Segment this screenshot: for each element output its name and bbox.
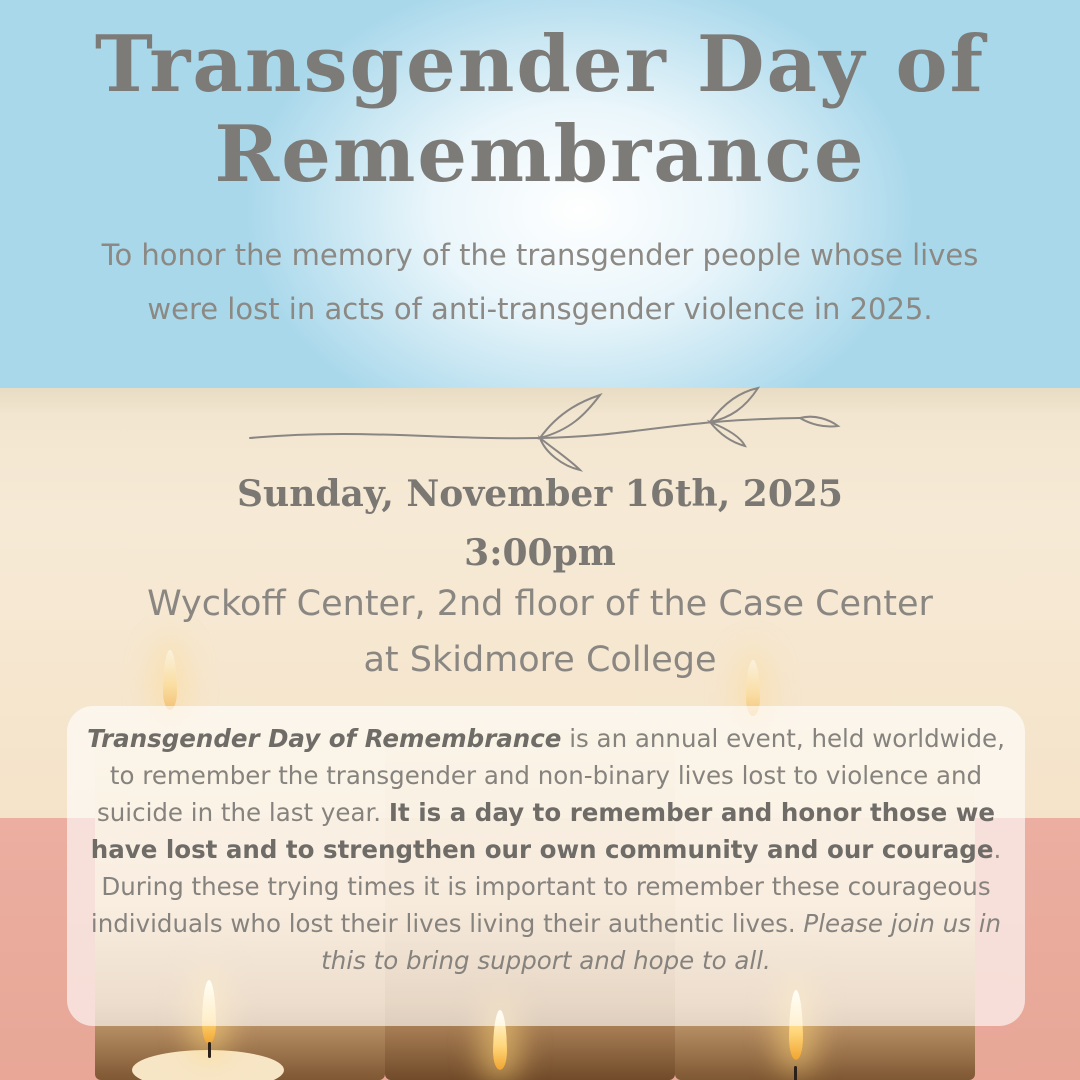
candle-wick-icon xyxy=(794,1066,797,1080)
subtitle xyxy=(40,228,1040,336)
description-text xyxy=(86,720,1006,979)
title-line-1: Transgender Day of xyxy=(94,19,986,110)
description-part-2: . During these trying times it is important to remember these courageous individuals who lost their lives living their authentic lives. xyxy=(90,835,1002,938)
vine-divider-icon xyxy=(240,380,850,480)
venue-line-2: at Skidmore College xyxy=(363,640,717,680)
event-venue xyxy=(60,576,1020,688)
title-line-2: Remembrance xyxy=(214,109,866,200)
event-name: Transgender Day of Remembrance xyxy=(87,724,562,753)
poster-title xyxy=(0,20,1080,200)
description-emphasis: It is a day to remember and honor those we have lost and to strengthen our own community and our courage xyxy=(90,798,995,864)
description-part-1: is an annual event, held worldwide, to remember the transgender and non-binary lives lost to violence and suicide in the last year. xyxy=(97,724,1005,827)
event-date: Sunday, November 16th, 2025 xyxy=(237,473,843,515)
subtitle-line-2: were lost in acts of anti-transgender violence in 2025. xyxy=(147,292,933,326)
event-time: 3:00pm xyxy=(464,532,616,574)
candle-wick-icon xyxy=(208,1042,211,1058)
venue-line-1: Wyckoff Center, 2nd floor of the Case Center xyxy=(147,584,933,624)
subtitle-line-1: To honor the memory of the transgender people whose lives xyxy=(101,238,979,272)
description-closing: Please join us in this to bring support and hope to all. xyxy=(321,909,1002,975)
